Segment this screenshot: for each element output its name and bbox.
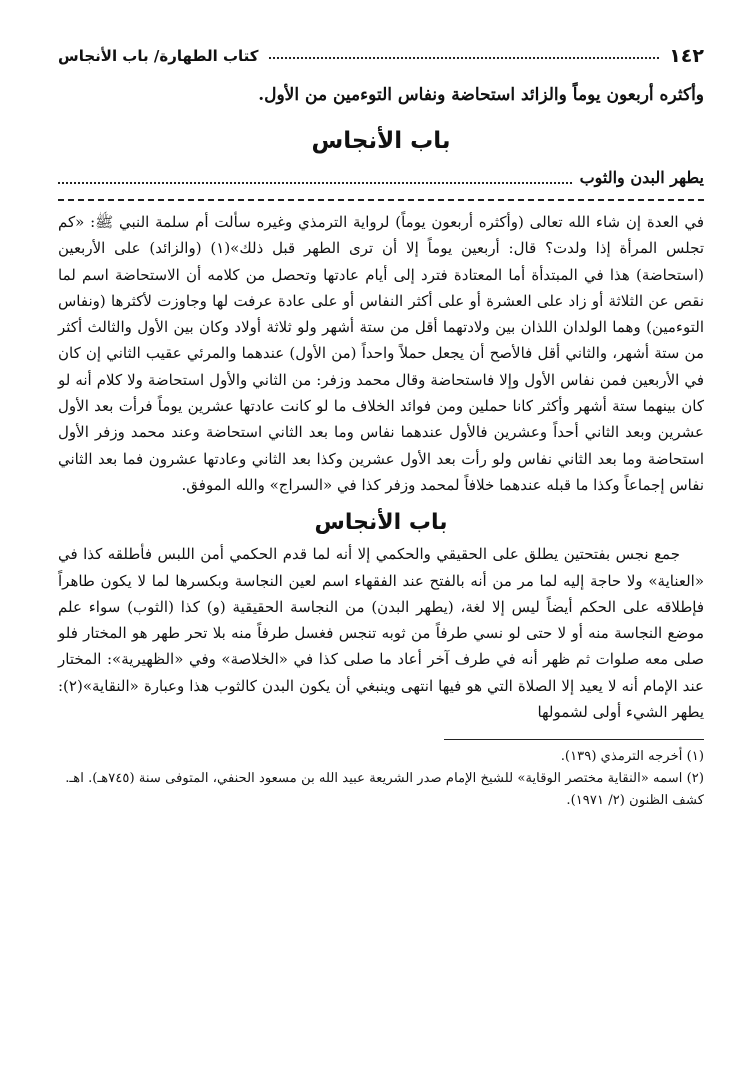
commentary-block-1 [58,209,704,498]
commentary-paragraph-2: جمع نجس بفتحتين يطلق على الحقيقي والحكمي إلا أنه لما قدم الحكمي أمن اللبس فأطلقه كذا في «العناية» ولا حاجة إليه لما مر من أنه بالفتح عند الفقهاء اسم لعين النجاسة وبكسرها لما لا يكون طاهراً فإطلاقه على الحكم أيضاً ليس إلا لغة، (يطهر البدن) من النجاسة الحقيقية (و) كذا (الثوب) سواء علم موضع النجاسة منه أو لا حتى لو نسي طرفاً من ثوبه تنجس فغسل طرفاً منه بلا تحر طهر هو المختار فلو صلى معه صلوات ثم ظهر أنه في طرف آخر أعاد ما صلى كذا في «الخلاصة» وفي «الظهيرية»: المختار عند الإمام أنه لا يعيد إلا الصلاة التي هو فيها انتهى وينبغي أن يكون البدن كالثوب هذا وعبارة «النقاية»(٢): يطهر الشيء أولى لشمولها [58,545,704,722]
chapter-heading-2: باب الأنجاس [314,510,448,536]
book-page [58,42,704,1072]
matn-dotted-leader [58,182,572,184]
matn-sub-line [58,168,704,187]
footnote-1: (١) أخرجه الترمذي (١٣٩). [560,749,704,765]
page-header [58,42,704,70]
matn-sharh-divider [58,199,704,201]
matn-top-line: وأكثره أربعون يوماً والزائد استحاضة ونفاس التوءمين من الأول. [258,85,704,105]
chapter-heading: باب الأنجاس [311,128,451,154]
header-dotted-leader [269,57,660,59]
commentary-block-2 [58,541,704,725]
footnote-2: (٢) اسمه «النقاية مختصر الوقاية» للشيخ الإمام صدر الشريعة عبيد الله بن مسعود الحنفي، المتوفى سنة (٧٤٥هـ). اهـ. كشف الظنون (٢/ ١٩٧١). [65,771,704,809]
footnotes [58,746,704,812]
running-title: كتاب الطهارة/ باب الأنجاس [58,47,259,65]
commentary-paragraph-1: في العدة إن شاء الله تعالى (وأكثره أربعون يوماً) لرواية الترمذي وغيره سألت أم سلمة النبي ﷺ: «كم تجلس المرأة إذا ولدت؟ قال: أربعين يوماً إلا أن ترى الطهر قبل ذلك»(١) (والزائد) على الأربعين (استحاضة) هذا في المبتدأة أما المعتادة فترد إلى أيام عادتها وتحصل من كلامه أن الاستحاضة اسم لما نقص عن الثلاثة أو زاد على العشرة أو على أكثر النفاس أو على عادة عرفت لها وجاوزت لأكثرها (ونفاس التوءمين) وهما الولدان اللذان بين ولادتهما أقل من ستة أشهر ولو ثلاثة أولاد وكان بين الأول والثالث أكثر من ستة أشهر، والثاني أقل فالأصح أن يجعل حملاً واحداً (من الأول) عندهما والمرئي عقيب الثاني إن كان في الأربعين فمن نفاس الأول وإلا فاستحاضة وقال محمد وزفر: من الثاني والأول استحاضة ولا كلام أنه لو كان بينهما ستة أشهر وأكثر كانا حملين ومن فوائد الخلاف ما لو كانت عادتها عشرين يوماً فرأت بعد الأول عشرين وبعد الثاني أحداً وعشرين فالأول عندهما نفاس وما بعد الثاني استحاضة وعند محمد وزفر الأول استحاضة وما بعد الثاني نفاس ولو رأت بعد الأول عشرين وكذا بعد الثاني وعادتها عشرون فما بعد الثاني نفاس إجماعاً وكذا ما قبله عندهما خلافاً لمحمد وزفر كذا في «السراج» والله الموفق. [58,213,704,494]
matn-sub-text: يطهر البدن والثوب [579,168,704,187]
page-number: ١٤٢ [669,45,704,67]
footnote-rule [444,739,704,740]
